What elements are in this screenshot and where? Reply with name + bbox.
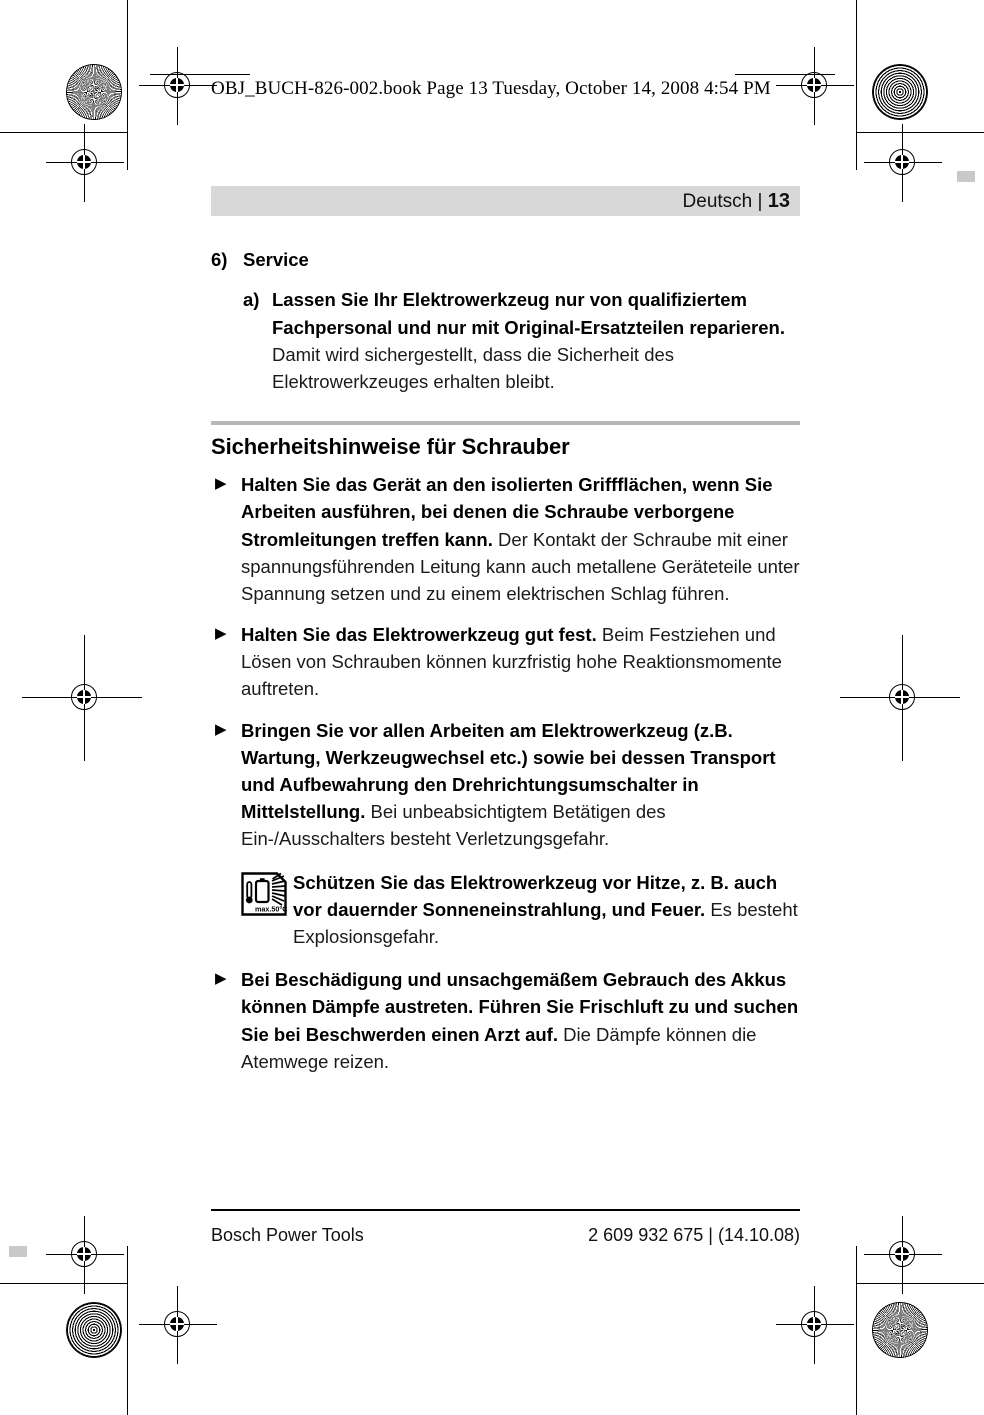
crop-line-left: [127, 0, 128, 170]
registration-mark-middle-left: [62, 675, 108, 721]
footer-divider: [211, 1209, 800, 1211]
crop-line-top-right: [856, 132, 984, 133]
crop-line-top-left: [0, 132, 128, 133]
safety-bullet-text: [241, 717, 800, 853]
triangle-bullet-icon: ▶: [215, 970, 227, 988]
safety-bullet-bold: Bringen Sie vor allen Arbeiten am Elektrowerkzeug (z.B. Wartung, Werkzeugwechsel etc.) sowie bei dessen Transport und Aufbewahrung den Drehrichtungsumschalter in Mittelstellung.: [241, 719, 776, 823]
book-file-header: OBJ_BUCH-826-002.book Page 13 Tuesday, October 14, 2008 4:54 PM: [211, 78, 771, 99]
crop-line-right-lower: [856, 1246, 857, 1415]
registration-mark-top-left: [155, 63, 201, 109]
moire-test-patch-bottom-left: [66, 1302, 122, 1358]
heat-warning-text: [293, 869, 800, 951]
page-header-text: [683, 190, 790, 213]
crop-line-right: [856, 0, 857, 170]
heat-warning-bold: Schützen Sie das Elektrowerkzeug vor Hitze, z. B. auch vor dauernder Sonneneinstrahlung, und Feuer.: [293, 871, 778, 920]
safety-bullet-rest: Bei unbeabsichtigtem Betätigen des Ein-/Ausschalters besteht Verletzungsgefahr.: [241, 801, 666, 850]
safety-bullet-rest: Beim Festziehen und Lösen von Schrauben können kurzfristig hohe Reaktionsmomente auftreten.: [241, 624, 782, 700]
moire-test-patch-top-right: [872, 64, 928, 120]
section-item-text: [272, 286, 800, 395]
registration-dot: [77, 155, 91, 169]
registration-mark-lower-left: [62, 1232, 108, 1278]
safety-bullet-2: [211, 621, 800, 703]
registration-mark-upper-left: [62, 140, 108, 186]
starburst-test-patch-top-left: [66, 64, 122, 120]
footer-left-text: Bosch Power Tools: [211, 1225, 364, 1245]
safety-heading: Sicherheitshinweise für Schrauber: [211, 434, 570, 460]
registration-mark-upper-right: [880, 140, 926, 186]
registration-dot: [77, 690, 91, 704]
section-item-label: a): [243, 289, 260, 311]
safety-bullet-3: [211, 717, 800, 853]
triangle-bullet-icon: ▶: [215, 720, 227, 738]
patch-rim: [66, 64, 122, 120]
safety-bullet-rest: Der Kontakt der Schraube mit einer spannungsführenden Leitung kann auch metallene Geräteteile unter Spannung setzen und zu einem elektrischen Schlag führen.: [241, 528, 800, 604]
heat-warning-rest: Es besteht Explosionsgefahr.: [293, 898, 798, 947]
section-title: Service: [243, 249, 309, 270]
section-item-a: [243, 286, 800, 395]
language-label: Deutsch: [682, 191, 753, 212]
safety-bullet-bold: Halten Sie das Gerät an den isolierten Griffflächen, wenn Sie Arbeiten ausführen, bei denen die Schraube verborgene Stromleitungen treffen kann.: [241, 474, 773, 550]
starburst-test-patch-bottom-right: [872, 1302, 928, 1358]
section-heading: [211, 248, 800, 272]
thermometer-shape: [247, 882, 251, 898]
registration-dot: [170, 1317, 184, 1331]
safety-bullet-text: [241, 621, 800, 703]
safety-bullet-rest: Die Dämpfe können die Atemwege reizen.: [241, 1023, 757, 1072]
pictogram-wrapper: [241, 869, 293, 951]
registration-mark-bottom-left: [155, 1302, 201, 1348]
triangle-bullet-icon: ▶: [215, 475, 227, 493]
safety-bullet-bold: Halten Sie das Elektrowerkzeug gut fest.: [241, 624, 597, 646]
patch-rim: [66, 1302, 122, 1358]
footer-right-text: 2 609 932 675 | (14.10.08): [588, 1225, 800, 1245]
crop-line-bottom-right: [856, 1283, 984, 1284]
triangle-bullet-icon: ▶: [215, 625, 227, 643]
section-number: 6): [211, 249, 228, 270]
gray-density-chip-top: [957, 171, 975, 182]
battery-shape: [256, 881, 269, 902]
registration-dot: [807, 78, 821, 92]
registration-dot: [895, 690, 909, 704]
safety-bullet-text: [241, 471, 800, 607]
registration-mark-bottom-right: [792, 1302, 838, 1348]
crop-line-left-lower: [127, 1246, 128, 1415]
safety-bullet-bold: Bei Beschädigung und unsachgemäßem Gebrauch des Akkus können Dämpfe austreten. Führen Sie Frischluft zu und suchen Sie bei Beschwerden einen Arzt auf.: [241, 969, 799, 1045]
safety-bullet-1: [211, 471, 800, 607]
safety-bullet-text: [241, 966, 800, 1075]
registration-dot: [895, 155, 909, 169]
page-number: 13: [767, 190, 790, 212]
crop-line-bottom-left: [0, 1283, 128, 1284]
registration-mark-lower-right: [880, 1232, 926, 1278]
heat-warning-icon: [241, 872, 287, 916]
page-footer: [211, 1225, 800, 1246]
max-temp-label: max.50°C: [255, 904, 287, 914]
registration-dot: [170, 78, 184, 92]
registration-mark-middle-right: [880, 675, 926, 721]
patch-rim: [872, 64, 928, 120]
patch-rim: [872, 1302, 928, 1358]
registration-dot: [77, 1247, 91, 1261]
registration-dot: [807, 1317, 821, 1331]
header-separator: |: [757, 191, 763, 212]
section-item-bold: Lassen Sie Ihr Elektrowerkzeug nur von qualifiziertem Fachpersonal und nur mit Original-Ersatzteilen reparieren.: [272, 289, 785, 338]
registration-dot: [895, 1247, 909, 1261]
section-item-rest: Damit wird sichergestellt, dass die Sicherheit des Elektrowerkzeuges erhalten bleibt.: [272, 343, 675, 392]
heat-warning-item: [241, 869, 800, 951]
section-divider: [211, 421, 800, 425]
registration-mark-top-right: [792, 63, 838, 109]
page-header-band: [211, 186, 800, 216]
page-content: [211, 248, 800, 1089]
gray-density-chip-bottom: [9, 1246, 27, 1257]
safety-bullet-4: [211, 966, 800, 1075]
